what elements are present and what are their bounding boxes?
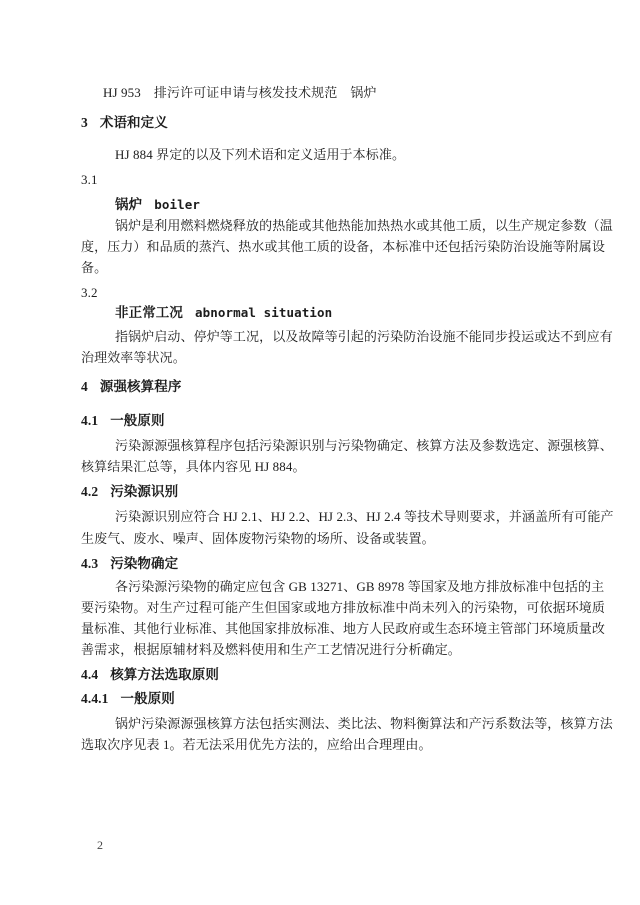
term-boiler-zh: 锅炉 (115, 197, 143, 212)
section-4-3-paragraph-line-2: 要污染物。对生产过程可能产生但国家或地方排放标准中尚未列入的污染物，可依据环境质 (81, 600, 606, 615)
section-4-number: 4 (81, 379, 88, 394)
term-abnormal-heading (115, 305, 332, 321)
terms-intro-paragraph: HJ 884 界定的以及下列术语和定义适用于本标准。 (115, 147, 406, 162)
clause-3-2-number: 3.2 (81, 285, 98, 300)
section-4-heading (81, 379, 181, 395)
section-4-title: 源强核算程序 (99, 379, 182, 394)
term-boiler-definition-line-3: 备。 (81, 260, 108, 275)
section-4-2-paragraph-line-2: 生废气、废水、噪声、固体废物污染物的场所、设备或装置。 (81, 531, 435, 546)
section-4-3-number: 4.3 (81, 556, 99, 571)
section-4-1-heading (81, 413, 165, 429)
section-3-title: 术语和定义 (99, 115, 168, 130)
clause-3-1-number: 3.1 (81, 172, 98, 187)
section-4-3-title: 污染物确定 (110, 556, 179, 571)
section-4-1-number: 4.1 (81, 413, 99, 428)
section-4-4-title: 核算方法选取原则 (110, 667, 219, 682)
section-4-3-paragraph-line-1: 各污染源污染物的确定应包含 GB 13271、GB 8978 等国家及地方排放标准中包括的主 (115, 579, 605, 594)
term-abnormal-en: abnormal situation (195, 305, 333, 320)
term-boiler-heading (115, 197, 200, 213)
reference-item: HJ 953 排污许可证申请与核发技术规范 锅炉 (103, 85, 377, 100)
section-4-4-1-paragraph-line-2: 选取次序见表 1。若无法采用优先方法的，应给出合理理由。 (81, 737, 432, 752)
section-3-number: 3 (81, 115, 88, 130)
page-number: 2 (97, 838, 103, 852)
term-boiler-definition-line-2: 度，压力）和品质的蒸汽、热水或其他工质的设备，本标准中还包括污染防治设施等附属设 (81, 239, 606, 254)
section-4-3-heading (81, 556, 178, 572)
section-4-4-number: 4.4 (81, 667, 99, 682)
section-3-heading (81, 115, 168, 131)
term-abnormal-zh: 非正常工况 (115, 305, 183, 320)
section-4-4-heading (81, 667, 219, 683)
section-4-4-1-paragraph-line-1: 锅炉污染源源强核算方法包括实测法、类比法、物料衡算法和产污系数法等，核算方法 (115, 716, 613, 731)
section-4-2-heading (81, 484, 178, 500)
section-4-4-1-heading (81, 691, 175, 707)
section-4-2-title: 污染源识别 (110, 484, 179, 499)
section-4-1-paragraph-line-1: 污染源源强核算程序包括污染源识别与污染物确定、核算方法及参数选定、源强核算、 (115, 438, 613, 453)
section-4-4-1-title: 一般原则 (120, 691, 175, 706)
section-4-3-paragraph-line-3: 量标准、其他行业标准、其他国家排放标准、地方人民政府或生态环境主管部门环境质量改 (81, 621, 606, 636)
section-4-3-paragraph-line-4: 善需求，根据原辅材料及燃料使用和生产工艺情况进行分析确定。 (81, 642, 461, 657)
term-boiler-definition-line-1: 锅炉是利用燃料燃烧释放的热能或其他热能加热热水或其他工质，以生产规定参数（温 (115, 218, 613, 233)
section-4-2-paragraph-line-1: 污染源识别应符合 HJ 2.1、HJ 2.2、HJ 2.3、HJ 2.4 等技术导则要求，并涵盖所有可能产 (115, 509, 614, 524)
section-4-4-1-number: 4.4.1 (81, 691, 109, 706)
term-boiler-en: boiler (154, 197, 200, 212)
term-abnormal-definition-line-1: 指锅炉启动、停炉等工况，以及故障等引起的污染防治设施不能同步投运或达不到应有 (115, 329, 613, 344)
section-4-1-paragraph-line-2: 核算结果汇总等，具体内容见 HJ 884。 (81, 459, 306, 474)
section-4-1-title: 一般原则 (110, 413, 165, 428)
term-abnormal-definition-line-2: 治理效率等状况。 (81, 350, 186, 365)
section-4-2-number: 4.2 (81, 484, 99, 499)
